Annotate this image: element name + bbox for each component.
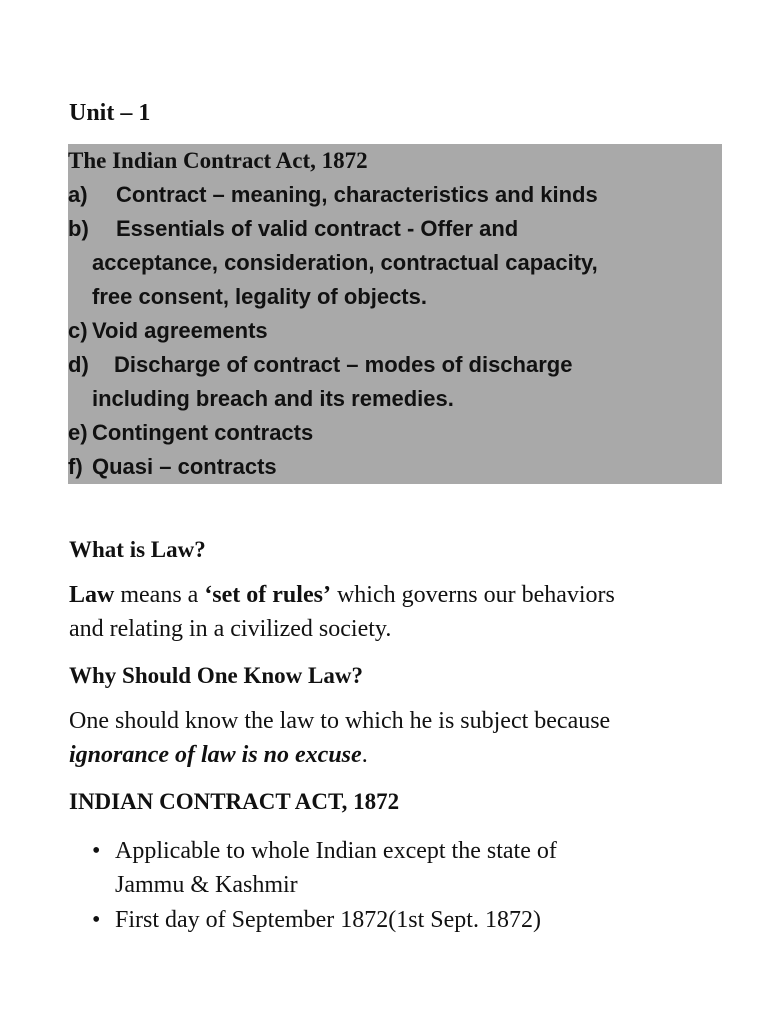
bullet-item-1-line-1: Applicable to whole Indian except the state of: [115, 838, 557, 864]
syllabus-item-e: [68, 416, 313, 450]
law-definition-line-2: and relating in a civilized society.: [69, 616, 392, 642]
item-text: Contract – meaning, characteristics and kinds: [116, 182, 598, 207]
sentence-end: .: [361, 742, 368, 768]
syllabus-box: [68, 144, 722, 484]
syllabus-item-b-continued: acceptance, consideration, contractual capacity,: [92, 250, 598, 275]
item-marker: a): [68, 182, 88, 207]
item-text: Contingent contracts: [92, 420, 314, 445]
why-know-law-heading: Why Should One Know Law?: [69, 663, 363, 688]
item-text: Discharge of contract – modes of discharge: [114, 352, 573, 377]
syllabus-item-b: [68, 212, 518, 246]
bullet-icon: •: [92, 838, 101, 864]
ignorance-emphasis: ignorance of law is no excuse: [69, 742, 362, 768]
bullet-icon: •: [92, 907, 101, 933]
syllabus-item-a: [68, 178, 598, 212]
item-marker: c): [68, 318, 88, 343]
syllabus-heading: The Indian Contract Act, 1872: [68, 148, 368, 173]
unit-title: Unit – 1: [69, 100, 151, 126]
why-know-law-line-2: [69, 738, 368, 772]
contract-act-heading: INDIAN CONTRACT ACT, 1872: [69, 789, 400, 814]
item-marker: d): [68, 352, 89, 377]
syllabus-item-d-continued: including breach and its remedies.: [92, 386, 454, 411]
item-text: Quasi – contracts: [92, 454, 277, 479]
bullet-item-1-line-2: Jammu & Kashmir: [115, 872, 298, 898]
syllabus-item-d: [68, 348, 572, 382]
item-marker: f): [68, 454, 83, 479]
item-text: Essentials of valid contract - Offer and: [116, 216, 519, 241]
law-definition-line-1: [69, 578, 615, 612]
syllabus-item-c: [68, 314, 268, 348]
set-of-rules-emphasis: ‘set of rules’: [204, 582, 331, 608]
syllabus-item-b-continued: free consent, legality of objects.: [92, 284, 427, 309]
item-marker: e): [68, 420, 88, 445]
item-text: Void agreements: [92, 318, 268, 343]
item-marker: b): [68, 216, 89, 241]
why-know-law-line-1: One should know the law to which he is subject because: [69, 708, 611, 734]
law-text: means a: [114, 582, 205, 608]
syllabus-item-f: [68, 450, 277, 484]
bullet-item-2: First day of September 1872(1st Sept. 1872): [115, 907, 541, 933]
law-term: Law: [69, 582, 115, 608]
law-text: which governs our behaviors: [330, 582, 615, 608]
what-is-law-heading: What is Law?: [69, 537, 206, 562]
